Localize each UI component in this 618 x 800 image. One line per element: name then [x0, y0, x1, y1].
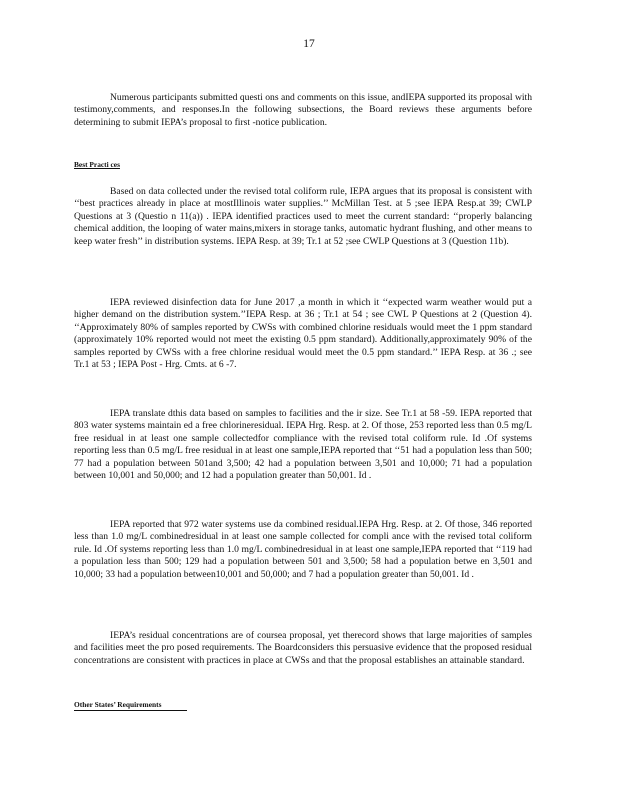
- best-practices-paragraph: [74, 186, 532, 248]
- free-chlorine-paragraph: [74, 408, 532, 482]
- paragraph-text: IEPA reported that 972 water systems use da combined residual.IEPA Hrg. Resp. at 2. Of those, 346 reported less than 1.0 mg/L combinedresidual in at least one sample collected for compli ance with the revised total coliform rule. Id .Of systems reporting less than 1.0 mg/L combinedresidual in at least one sample,IEPA reported that ‘‘119 had a population less than 500; 129 had a population between 501 and 3,500; 58 had a population betwe en 3,501 and 10,000; 33 had a population between10,001 and 50,000; and 7 had a population greater than 50,001. Id .: [74, 519, 532, 580]
- paragraph-text: IEPA reviewed disinfection data for June 2017 ,a month in which it ‘‘expected warm weather would put a higher demand on the distribution system.’’IEPA Resp. at 36 ; Tr.1 at 54 ; see CWL P Questions at 2 (Question 4). ‘‘Approximately 80% of samples reported by CWSs with combined chlorine residuals would meet the 1 ppm standard (approximately 10% reported would not meet the existing 0.5 ppm standard). Additionally,approximately 90% of the samples reported by CWSs with a free chlorine residual would meet the 0.5 ppm standard.’’ IEPA Resp. at 36 .; see Tr.1 at 53 ; IEPA Post - Hrg. Cmts. at 6 -7.: [74, 297, 532, 371]
- section-heading-best-practices: Best Practi ces: [74, 160, 120, 169]
- paragraph-text: Numerous participants submitted questi ons and comments on this issue, andIEPA supported its proposal with testimony,comments, and responses.In the following subsections, the Board reviews these arguments before determining to submit IEPA’s proposal to first -notice publication.: [74, 92, 532, 128]
- disinfection-data-paragraph: [74, 297, 532, 371]
- intro-paragraph: [74, 92, 532, 129]
- paragraph-text: IEPA’s residual concentrations are of coursea proposal, yet therecord shows that large majorities of samples and facilities meet the pro posed requirements. The Boardconsiders this persuasive evidence that the proposed residual concentrations are consistent with practices in place at CWSs and that the proposal establishes an attainable standard.: [74, 630, 532, 666]
- paragraph-text: Based on data collected under the revised total coliform rule, IEPA argues that its proposal is consistent with ‘‘best practices already in place at mostIllinois water supplies.’’ McMillan Test. at 5 ;see IEPA Resp.at 39; CWLP Questions at 3 (Questio n 11(a)) . IEPA identified practices used to meet the current standard: ‘‘properly balancing chemical addition, the looping of water mains,mixers in storage tanks, automatic hydrant flushing, and other means to keep water fresh’’ in distribution systems. IEPA Resp. at 39; Tr.1 at 52 ;see CWLP Questions at 3 (Question 11b).: [74, 186, 532, 247]
- conclusion-paragraph: [74, 630, 532, 667]
- page-number: 17: [303, 38, 315, 50]
- combined-residual-paragraph: [74, 519, 532, 581]
- paragraph-text: IEPA translate dthis data based on samples to facilities and the ir size. See Tr.1 at 58 -59. IEPA reported that 803 water systems maintain ed a free chlorineresidual. IEPA Hrg. Resp. at 2. Of those, 253 reported less than 0.5 mg/L free residual in at least one sample collectedfor compliance with the revised total coliform rule. Id .Of systems reporting less than 0.5 mg/L free residual in at least one sample,IEPA reported that ‘‘51 had a population less than 500; 77 had a population between 501and 3,500; 42 had a population between 3,501 and 10,000; 71 had a population between 10,001 and 50,000; and 12 had a population greater than 50,001. Id .: [74, 408, 532, 482]
- section-heading-other-states: Other States’ Requirements: [74, 700, 187, 711]
